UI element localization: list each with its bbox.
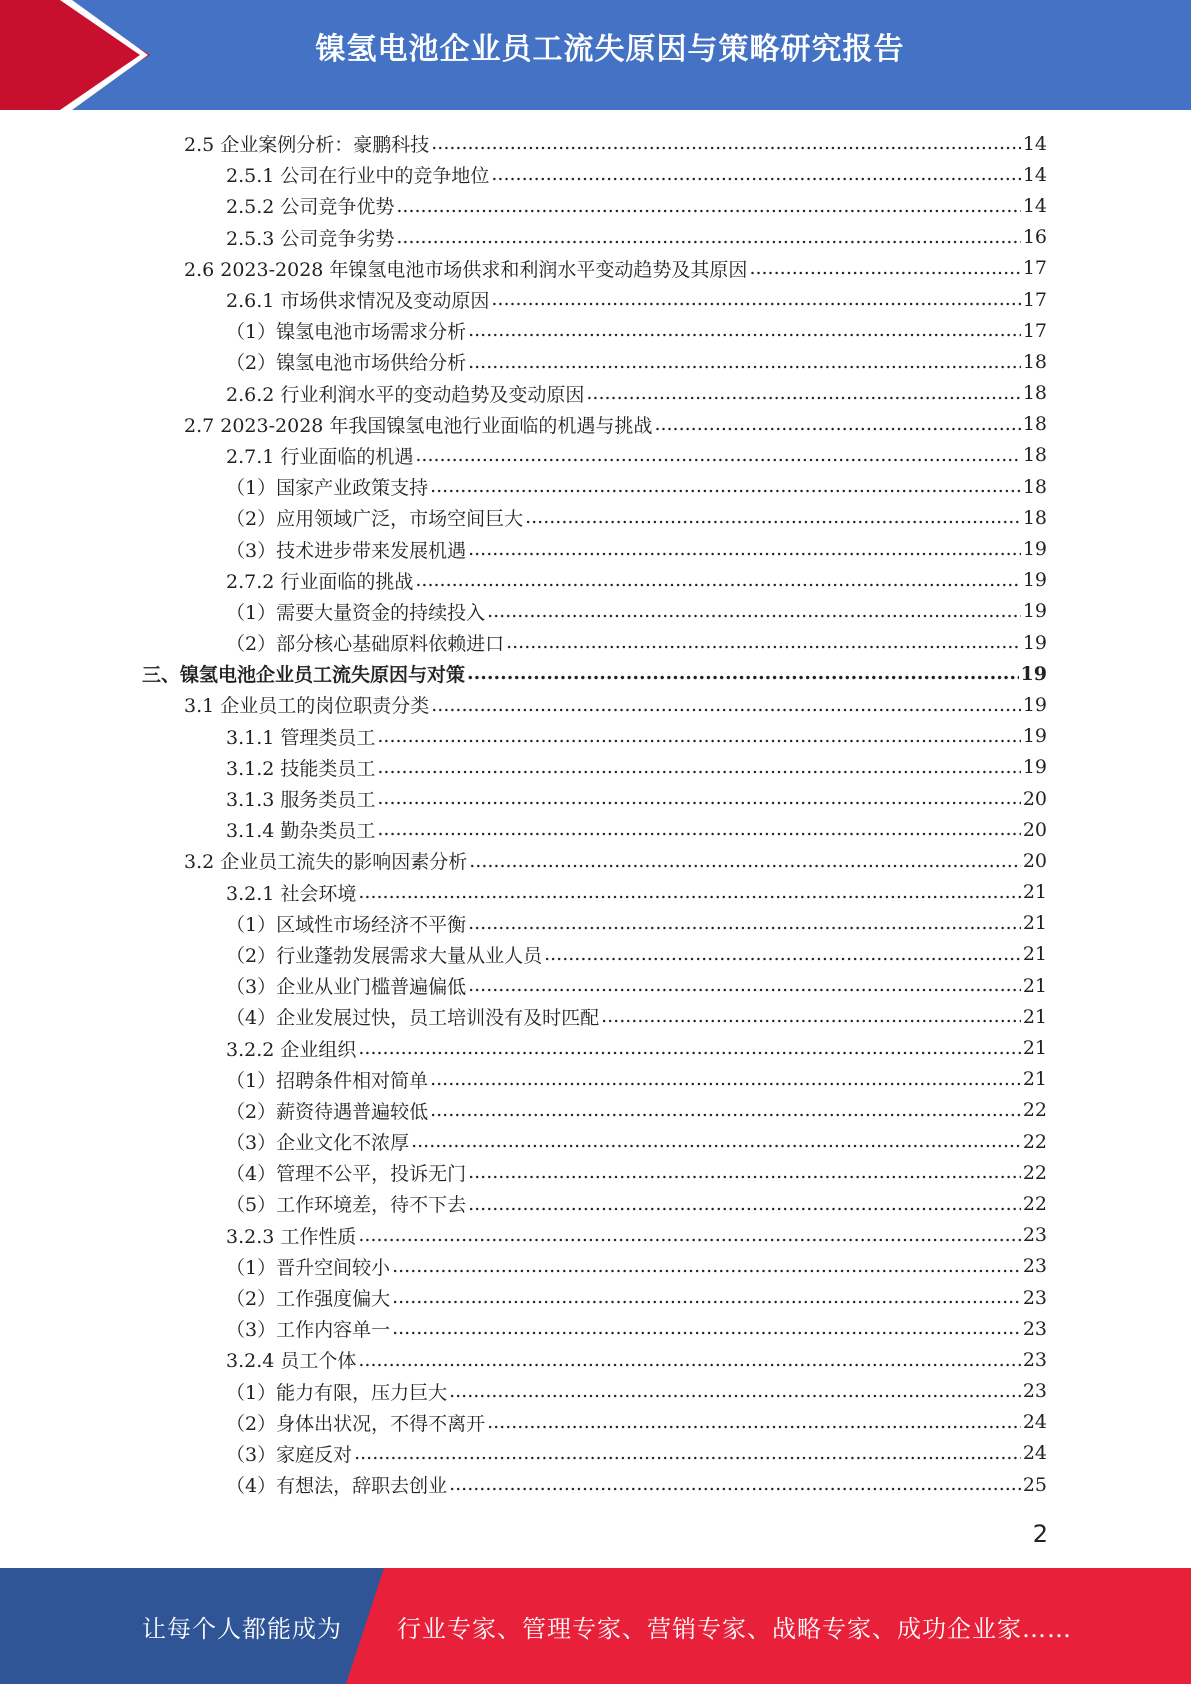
toc-entry[interactable]: [0, 284, 1191, 315]
toc-dot-leader: [392, 1257, 1021, 1282]
toc-entry[interactable]: [0, 1407, 1191, 1438]
toc-entry[interactable]: [0, 1282, 1191, 1313]
toc-dot-leader: [392, 1319, 1021, 1344]
toc-dot-leader: [601, 1007, 1021, 1032]
toc-dot-leader: [358, 1226, 1020, 1251]
toc-entry[interactable]: [0, 814, 1191, 845]
toc-entry-label: 3.2.2 企业组织: [226, 1038, 357, 1061]
report-title: 镍氢电池企业员工流失原因与策略研究报告: [315, 32, 905, 67]
toc-dot-leader: [431, 696, 1021, 721]
toc-entry-page: 17: [1022, 288, 1047, 311]
toc-dot-leader: [377, 727, 1020, 752]
toc-entry-page: 16: [1022, 226, 1047, 249]
page-number: 2: [1032, 1520, 1048, 1548]
toc-entry-label: （4）企业发展过快，员工培训没有及时匹配: [226, 1007, 600, 1030]
toc-entry[interactable]: [0, 1188, 1191, 1219]
toc-entry-label: 2.5.3 公司竞争劣势: [226, 227, 395, 250]
toc-entry-page: 19: [1022, 693, 1047, 716]
toc-entry-label: 2.5.1 公司在行业中的竞争地位: [226, 165, 490, 188]
toc-dot-leader: [468, 1163, 1021, 1188]
toc-entry[interactable]: [0, 1157, 1191, 1188]
toc-dot-leader: [430, 1070, 1021, 1095]
footer-slogan-left: 让每个人都能成为: [142, 1615, 342, 1643]
toc-entry-page: 19: [1022, 538, 1047, 561]
toc-entry-page: 21: [1022, 1068, 1047, 1091]
toc-entry[interactable]: [0, 533, 1191, 564]
toc-entry-page: 23: [1022, 1380, 1047, 1403]
toc-dot-leader: [377, 758, 1020, 783]
toc-entry-label: （1）区域性市场经济不平衡: [226, 913, 467, 936]
toc-dot-leader: [415, 571, 1020, 596]
toc-dot-leader: [430, 1101, 1021, 1126]
toc-entry[interactable]: [0, 128, 1191, 159]
toc-entry-page: 18: [1022, 444, 1047, 467]
toc-dot-leader: [491, 290, 1020, 315]
toc-entry[interactable]: [0, 1438, 1191, 1469]
footer-slogan-right: 行业专家、管理专家、营销专家、战略专家、成功企业家……: [397, 1615, 1072, 1643]
toc-dot-leader: [449, 1475, 1021, 1500]
toc-entry-label: （1）招聘条件相对简单: [226, 1069, 429, 1092]
toc-dot-leader: [392, 1288, 1021, 1313]
toc-entry-page: 24: [1022, 1411, 1047, 1434]
toc-entry[interactable]: [0, 502, 1191, 533]
toc-entry[interactable]: [0, 1032, 1191, 1063]
toc-entry[interactable]: [0, 721, 1191, 752]
toc-entry-page: 18: [1022, 506, 1047, 529]
toc-entry[interactable]: [0, 315, 1191, 346]
toc-dot-leader: [396, 197, 1020, 222]
toc-entry-page: 14: [1022, 163, 1047, 186]
toc-entry-page: 25: [1022, 1473, 1047, 1496]
toc-entry-page: 17: [1022, 257, 1047, 280]
toc-entry-label: 三、镍氢电池企业员工流失原因与对策: [142, 664, 466, 687]
toc-entry[interactable]: [0, 1126, 1191, 1157]
toc-entry[interactable]: [0, 1095, 1191, 1126]
toc-entry-label: 2.7 2023-2028 年我国镍氢电池行业面临的机遇与挑战: [184, 414, 653, 437]
toc-entry-label: 2.6 2023-2028 年镍氢电池市场供求和利润水平变动趋势及其原因: [184, 258, 748, 281]
toc-entry-label: （2）身体出状况，不得不离开: [226, 1412, 486, 1435]
toc-dot-leader: [377, 789, 1020, 814]
toc-entry-page: 21: [1022, 1037, 1047, 1060]
toc-entry-page: 19: [1022, 725, 1047, 748]
toc-entry-label: 2.5.2 公司竞争优势: [226, 196, 395, 219]
toc-entry[interactable]: [0, 471, 1191, 502]
toc-dot-leader: [449, 1382, 1021, 1407]
toc-entry[interactable]: [0, 1064, 1191, 1095]
toc-entry-page: 23: [1022, 1224, 1047, 1247]
toc-entry[interactable]: [0, 1251, 1191, 1282]
toc-entry[interactable]: [0, 565, 1191, 596]
toc-entry[interactable]: [0, 1001, 1191, 1032]
toc-entry[interactable]: [0, 1376, 1191, 1407]
toc-entry[interactable]: [0, 253, 1191, 284]
toc-dot-leader: [358, 1039, 1020, 1064]
toc-dot-leader: [491, 165, 1020, 190]
toc-entry[interactable]: [0, 440, 1191, 471]
toc-entry[interactable]: [0, 658, 1191, 689]
toc-entry-page: 18: [1022, 350, 1047, 373]
toc-dot-leader: [468, 353, 1021, 378]
toc-dot-leader: [654, 415, 1020, 440]
toc-entry-label: 2.6.1 市场供求情况及变动原因: [226, 290, 490, 313]
toc-entry-label: （2）镍氢电池市场供给分析: [226, 352, 467, 375]
toc-dot-leader: [468, 540, 1021, 565]
toc-entry-page: 23: [1022, 1317, 1047, 1340]
toc-entry-label: 3.1.3 服务类员工: [226, 789, 376, 812]
toc-entry-label: （5）工作环境差，待不下去: [226, 1194, 467, 1217]
toc-entry-label: （1）能力有限，压力巨大: [226, 1381, 448, 1404]
toc-entry[interactable]: [0, 783, 1191, 814]
toc-entry-page: 24: [1022, 1442, 1047, 1465]
toc-entry-label: 2.5 企业案例分析：豪鹏科技: [184, 134, 430, 157]
toc-dot-leader: [430, 477, 1021, 502]
toc-entry-page: 19: [1022, 756, 1047, 779]
chevron-arrow-icon: [0, 0, 150, 110]
toc-entry-label: 3.1.2 技能类员工: [226, 757, 376, 780]
table-of-contents: [0, 128, 1191, 1500]
header-band: [0, 0, 1191, 110]
toc-entry-label: （1）需要大量资金的持续投入: [226, 601, 486, 624]
toc-entry[interactable]: [0, 1220, 1191, 1251]
toc-entry-page: 21: [1022, 912, 1047, 935]
toc-entry-label: （2）薪资待遇普遍较低: [226, 1100, 429, 1123]
toc-dot-leader: [749, 259, 1020, 284]
toc-entry-label: （1）晋升空间较小: [226, 1256, 391, 1279]
toc-entry-page: 14: [1022, 132, 1047, 155]
toc-entry-label: （2）应用领域广泛，市场空间巨大: [226, 508, 524, 531]
toc-entry-label: 3.2.3 工作性质: [226, 1225, 357, 1248]
toc-dot-leader: [468, 1195, 1021, 1220]
toc-dot-leader: [487, 602, 1021, 627]
toc-entry[interactable]: [0, 1469, 1191, 1500]
toc-entry-page: 21: [1022, 881, 1047, 904]
toc-dot-leader: [586, 384, 1020, 409]
toc-entry[interactable]: [0, 908, 1191, 939]
toc-entry-page: 20: [1022, 787, 1047, 810]
toc-entry-page: 18: [1022, 382, 1047, 405]
toc-entry[interactable]: [0, 596, 1191, 627]
toc-entry[interactable]: [0, 190, 1191, 221]
toc-entry-page: 19: [1020, 662, 1047, 685]
footer-band: [0, 1568, 1191, 1684]
toc-dot-leader: [487, 1413, 1021, 1438]
toc-entry-label: 3.1.4 勤杂类员工: [226, 820, 376, 843]
toc-entry-label: 2.7.2 行业面临的挑战: [226, 570, 414, 593]
toc-dot-leader: [358, 1351, 1020, 1376]
toc-entry[interactable]: [0, 877, 1191, 908]
toc-dot-leader: [415, 446, 1020, 471]
toc-entry-label: 3.2.4 员工个体: [226, 1350, 357, 1373]
toc-entry-label: （3）技术进步带来发展机遇: [226, 539, 467, 562]
toc-entry-page: 20: [1022, 818, 1047, 841]
toc-dot-leader: [467, 664, 1019, 689]
toc-dot-leader: [431, 134, 1021, 159]
toc-dot-leader: [506, 633, 1021, 658]
toc-entry[interactable]: [0, 1313, 1191, 1344]
toc-entry[interactable]: [0, 346, 1191, 377]
toc-entry-label: （4）管理不公平，投诉无门: [226, 1163, 467, 1186]
toc-dot-leader: [544, 945, 1021, 970]
toc-entry-page: 22: [1022, 1161, 1047, 1184]
toc-entry-label: 3.1.1 管理类员工: [226, 726, 376, 749]
toc-entry-label: （1）镍氢电池市场需求分析: [226, 321, 467, 344]
toc-dot-leader: [358, 883, 1020, 908]
toc-entry-page: 21: [1022, 1005, 1047, 1028]
toc-dot-leader: [354, 1444, 1021, 1469]
toc-entry[interactable]: [0, 222, 1191, 253]
toc-entry-page: 19: [1022, 631, 1047, 654]
toc-entry-label: 2.7.1 行业面临的机遇: [226, 445, 414, 468]
toc-entry-label: （3）企业文化不浓厚: [226, 1132, 410, 1155]
toc-entry[interactable]: [0, 378, 1191, 409]
toc-entry[interactable]: [0, 689, 1191, 720]
toc-entry-page: 21: [1022, 974, 1047, 997]
toc-entry-label: （3）企业从业门槛普遍偏低: [226, 976, 467, 999]
toc-entry-label: 3.2.1 社会环境: [226, 882, 357, 905]
toc-entry-label: （2）行业蓬勃发展需求大量从业人员: [226, 944, 543, 967]
toc-entry-page: 21: [1022, 943, 1047, 966]
toc-entry[interactable]: [0, 159, 1191, 190]
toc-dot-leader: [377, 820, 1020, 845]
toc-entry-label: （4）有想法，辞职去创业: [226, 1475, 448, 1498]
toc-entry-label: （2）工作强度偏大: [226, 1288, 391, 1311]
toc-dot-leader: [469, 852, 1021, 877]
toc-entry[interactable]: [0, 409, 1191, 440]
toc-entry-page: 23: [1022, 1348, 1047, 1371]
toc-entry-label: （3）家庭反对: [226, 1443, 353, 1466]
toc-entry[interactable]: [0, 970, 1191, 1001]
toc-entry-label: （2）部分核心基础原料依赖进口: [226, 633, 505, 656]
toc-entry-label: 2.6.2 行业利润水平的变动趋势及变动原因: [226, 383, 585, 406]
toc-entry-page: 18: [1022, 475, 1047, 498]
toc-entry-page: 23: [1022, 1255, 1047, 1278]
toc-dot-leader: [411, 1132, 1021, 1157]
toc-entry-label: 3.1 企业员工的岗位职责分类: [184, 695, 430, 718]
toc-entry-label: 3.2 企业员工流失的影响因素分析: [184, 851, 468, 874]
toc-entry-page: 22: [1022, 1192, 1047, 1215]
toc-entry-page: 23: [1022, 1286, 1047, 1309]
toc-entry[interactable]: [0, 845, 1191, 876]
toc-entry[interactable]: [0, 1344, 1191, 1375]
toc-entry-label: （3）工作内容单一: [226, 1319, 391, 1342]
toc-dot-leader: [468, 321, 1021, 346]
toc-entry-page: 19: [1022, 569, 1047, 592]
toc-entry-page: 22: [1022, 1099, 1047, 1122]
toc-dot-leader: [525, 508, 1021, 533]
toc-entry[interactable]: [0, 627, 1191, 658]
toc-entry-page: 22: [1022, 1130, 1047, 1153]
toc-entry-page: 20: [1022, 849, 1047, 872]
toc-dot-leader: [468, 914, 1021, 939]
toc-entry[interactable]: [0, 752, 1191, 783]
toc-entry[interactable]: [0, 939, 1191, 970]
toc-entry-label: （1）国家产业政策支持: [226, 477, 429, 500]
toc-dot-leader: [468, 976, 1021, 1001]
toc-entry-page: 19: [1022, 600, 1047, 623]
toc-entry-page: 14: [1022, 194, 1047, 217]
toc-dot-leader: [396, 228, 1020, 253]
toc-entry-page: 17: [1022, 319, 1047, 342]
toc-entry-page: 18: [1022, 413, 1047, 436]
